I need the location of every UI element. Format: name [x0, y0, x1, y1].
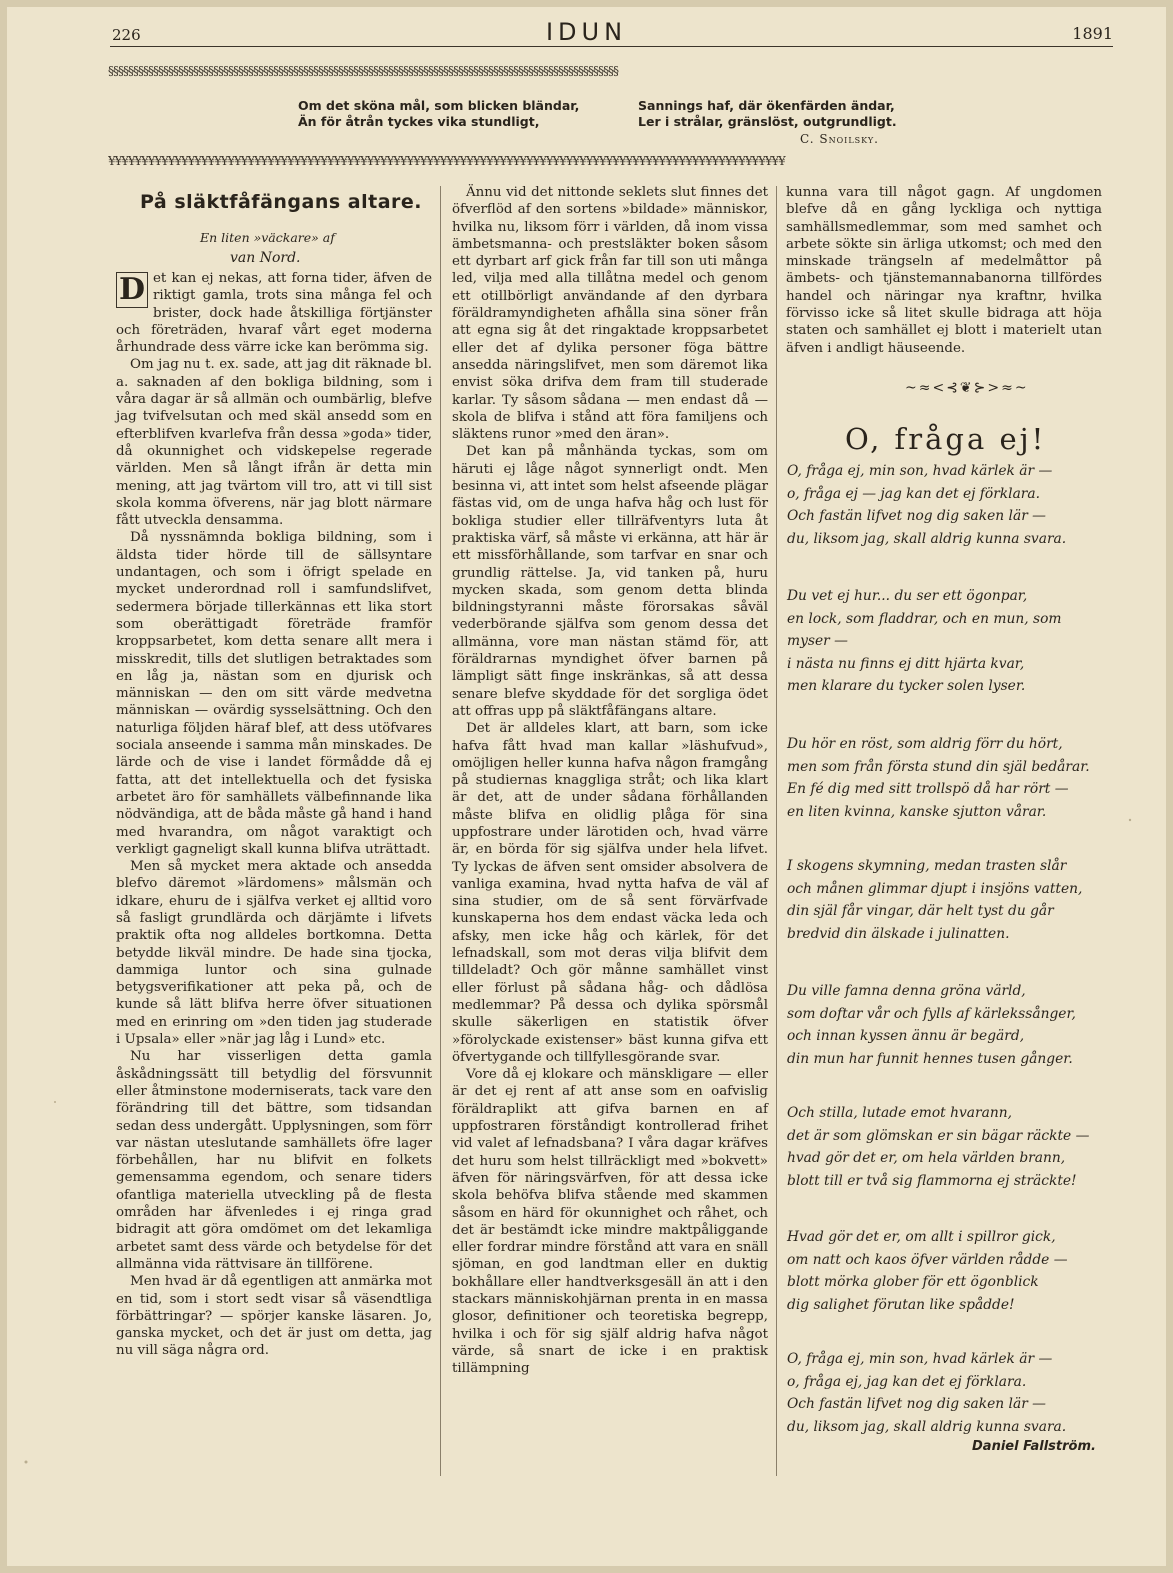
poem-line: en lock, som fladdrar, och en mun, som myser —: [787, 610, 1062, 649]
poem-line: men klarare du tycker solen lyser.: [787, 678, 1026, 694]
poem-line: som doftar vår och fylls af kärlekssånger,: [787, 1005, 1076, 1022]
poem-line: i nästa nu finns ej ditt hjärta kvar,: [787, 655, 1025, 672]
poem-stanza: [787, 460, 1107, 550]
poem-title: O, fråga ej!: [845, 422, 1047, 456]
poem-stanza: [787, 733, 1107, 823]
paragraph: Men så mycket mera aktade och ansedda blefvo däremot »lärdomens» målsmän och idkare, ehuru de i själfva verket ej alltid voro så fasligt grundlärda och därjämte i lifvets praktik ofta nog alldeles bortkomna. Detta betydde likväl mindre. De hade sina tjocka, dammiga luntor och sina gulnade betygsverifikationer att peka på, och de kunde så lätt blifva herre öfver situationen med en erinring om »den tiden jag studerade i Upsala» eller »när jag låg i Lund» etc.: [116, 859, 432, 1048]
poem-stanza: [787, 1102, 1107, 1192]
paragraph: Det kan på månhända tyckas, som om häruti ej låge något synnerligt ondt. Men besinna vi, att intet som helst afseende plägar fästas vid, om de unga hafva håg och lust för bokliga studier eller tillräfventyrs luta åt praktiska värf, så måste vi erkänna, att här är ett missförhållande, som tarfvar en snar och grundlig rättelse. Ja, vid tanken på, huru mycken skada, som genom detta blinda bildningstyranni måste förorsakas såväl vederbörande själfva som genom dessa det allmänna, vore man nästan stämd för, att föräldrarnas myndighet öfver barnen på lämpligt sätt finge inskränkas, så att dessa senare blefve skyddade för det sorgliga ödet att offras upp på släktfåfängans altare.: [452, 444, 768, 719]
masthead: IDUN: [545, 18, 628, 46]
poem-line: dig salighet förutan like spådde!: [787, 1296, 1015, 1313]
article-column-2: [452, 184, 768, 1377]
poem-line: om natt och kaos öfver världen rådde —: [787, 1251, 1068, 1268]
poem-line: o, fråga ej, jag kan det ej förklara.: [787, 1373, 1027, 1390]
ornament-band-middle: ¥¥¥¥¥¥¥¥¥¥¥¥¥¥¥¥¥¥¥¥¥¥¥¥¥¥¥¥¥¥¥¥¥¥¥¥¥¥¥¥¥¥¥¥¥¥¥¥¥¥¥¥¥¥¥¥¥¥¥¥¥¥¥¥¥¥¥¥¥¥¥¥¥¥¥¥¥¥¥¥¥¥¥¥¥¥¥¥¥¥¥¥¥¥¥¥¥¥¥¥¥¥: [108, 154, 785, 168]
paragraph: Det är alldeles klart, att barn, som icke hafva fått hvad man kallar »läshufvud», omöjligen heller kunna hafva någon framgång på studiernas knaggliga stråt; och lika klart är det, att de under sådana förhållanden måste blifva en olidlig plåga för sina uppfostrare under lärotiden och, hvad värre är, en börda för sig själfva under hela lifvet. Ty lyckas de äfven sent omsider absolvera de vanliga examina, hvad nytta hafva de väl af sina studier, om de så sent förvärfvade kunskaperna hos dem endast väcka leda och afsky, men icke håg och kärlek, för det lefnadskall, som mot deras vilja blifvit dem tilldeladt? Och gör månne samhället vinst eller förlust på sådana håg- och dådlösa medlemmar? På dessa och dylika spörsmål skulle säkerligen en statistik öfver »förolyckade existenser» bäst kunna gifva ett öfvertygande och tillfyllesgörande svar.: [452, 721, 768, 1065]
poem-signature: Daniel Fallström.: [972, 1439, 1096, 1454]
page-header: [0, 18, 1173, 44]
poem-line: din mun har funnit hennes tusen gånger.: [787, 1050, 1073, 1067]
column-divider: [440, 186, 441, 1476]
paragraph: Om jag nu t. ex. sade, att jag dit räknade bl. a. saknaden af den bokliga bildning, som i våra dagar är så allmän och oumbärlig, blefve jag tvifvelsutan och med skäl ansedd som en efterblifven kvarlefva från dessa »goda» tider, då okunnighet och vidskepelse regerade världen. Men så långt ifrån är detta min mening, att jag tvärtom vill tro, att vi till sist skola komma öfverens, när jag blott närmare fått utveckla densamma.: [116, 357, 432, 529]
paragraph: kunna vara till något gagn. Af ungdomen blefve då en gång lyckliga och nyttiga samhällsmedlemmar, som med samhet och arbete sökte sin ärliga utkomst; och med den minskade trängseln af medelmåttor på ämbets- och tjänstemannabanorna tillfördes handel och näringar nya kraftnr, hvilka förvisso icke så litet skulle bidraga att höja staten och samhället ej blott i materielt utan äfven i andligt häuseende.: [786, 185, 1102, 356]
flourish-ornament: ~≈<⊰❦⊱>≈~: [905, 380, 1029, 396]
article-column-3: [786, 184, 1102, 357]
poem-line: o, fråga ej — jag kan det ej förklara.: [787, 485, 1041, 502]
column-divider: [776, 186, 777, 1476]
poem-stanza: [787, 1348, 1107, 1438]
drop-cap: D: [116, 272, 148, 308]
poem-line: en liten kvinna, kanske sjutton vårar.: [787, 803, 1047, 820]
article-column-1: [116, 270, 432, 1360]
paragraph: D et kan ej nekas, att forna tider, äfven de riktigt gamla, trots sina många fel och brister, dock hade åtskilliga förtjänster och företräden, hvaraf vårt eget moderna århundrade dess värre icke kan berömma sig.: [116, 271, 432, 356]
poem-line: hvad gör det er, om hela världen brann,: [787, 1150, 1066, 1166]
poem-line: O, fråga ej, min son, hvad kärlek är —: [787, 463, 1053, 479]
poem-stanza: [787, 1226, 1107, 1316]
poem-line: Du vet ej hur... du ser ett ögonpar,: [787, 588, 1028, 604]
poem-line: men som från första stund din själ bedårar.: [787, 758, 1090, 775]
poem-line: Och fastän lifvet nog dig saken lär —: [787, 508, 1046, 524]
poem-line: din själ får vingar, där helt tyst du går: [787, 903, 1054, 919]
epigraph-line: Sannings haf, där ökenfärden ändar,: [638, 98, 895, 113]
header-rule: [110, 46, 1113, 47]
poem-line: bredvid din älskade i julinatten.: [787, 925, 1010, 942]
poem-line: du, liksom jag, skall aldrig kunna svara.: [787, 1418, 1067, 1435]
poem-stanza: [787, 980, 1107, 1070]
poem-line: det är som glömskan er sin bägar räckte —: [787, 1127, 1090, 1144]
poem-line: blott till er två sig flammorna ej sträckte!: [787, 1172, 1077, 1189]
ornament-band-top: §§§§§§§§§§§§§§§§§§§§§§§§§§§§§§§§§§§§§§§§§§§§§§§§§§§§§§§§§§§§§§§§§§§§§§§§§§§§§§§§§§§§§§§§§§§§§§§§§§§§§§: [108, 64, 618, 78]
paragraph: Då nyssnämnda bokliga bildning, som i äldsta tider hörde till de sällsyntare undantagen, och som i öfrigt spelade en mycket underordnad roll i samfundslifvet, sedermera började tillerkännas ett lika stort som oberättigadt företräde framför kroppsarbetet, kom detta senare allt mera i misskredit, tills det slutligen betraktades som en låg ja, nästan som en djurisk och människan — den om sitt värde medvetna människan — ovärdig sysselsättning. Och den naturliga följden häraf blef, att dess utöfvares sociala anseende i samma mån minskades. De lärde och de vise i landet förmådde då ej fatta, att det intellektuella och det fysiska arbetet äro för samhällets välbefinnande lika nödvändiga, att de båda måste gå hand i hand med hvarandra, om något varaktigt och verkligt gagneligt skall kunna blifva uträttadt.: [116, 530, 432, 857]
poem-line: Du hör en röst, som aldrig förr du hört,: [787, 736, 1063, 752]
poem-line: Hvad gör det er, om allt i spillror gick,: [787, 1229, 1056, 1245]
poem-line: Och stilla, lutade emot hvarann,: [787, 1105, 1012, 1121]
paragraph: Ännu vid det nittonde seklets slut finnes det öfverflöd af den sortens »bildade» människor, hvilka nu, liksom förr i världen, då inom vissa ämbetsmanna- och prestsläkter boken såsom ett dyrbart arf gick från far till son uti många led, vilja med alla tillåtna medel och genom ett otillbörligt användande af den dyrbara föräldramyndigheten afhålla sina söner från att egna sig åt det ringaktade kroppsarbetet eller det af dylika personer föga bättre ansedda näringslifvet, men som däremot lika envist söka drifva dem fram till studerade karlar. Ty såsom sådana — men endast då — skola de blifva i stånd att föra familjens och släktens runor »med den äran».: [452, 185, 768, 443]
epigraph-right: [638, 98, 897, 130]
paragraph: Men hvad är då egentligen att anmärka mot en tid, som i stort sedt visar så väsendtliga förbättringar? — spörjer kanske läsaren. Jo, ganska mycket, och det är just om detta, jag nu vill säga några ord.: [116, 1274, 432, 1359]
paragraph: Nu har visserligen detta gamla åskådningssätt till betydlig del försvunnit eller åtminstone moderniserats, tack vare den förändring till det bättre, som tidsandan sedan dess undergått. Upplysningen, som förr var nästan uteslutande samhällets öfre lager förbehållen, har nu blifvit en folkets gemensamma egendom, och senare tiders ofantliga materiella utveckling på de flesta områden har äfvenledes i ej ringa grad bidragit att göra omdömet om det lekamliga arbetet samt dess värde och betydelse för det allmänna vida rättvisare än tillförene.: [116, 1049, 432, 1272]
page-number: 226: [112, 26, 141, 44]
year: 1891: [1072, 24, 1113, 43]
poem-line: I skogens skymning, medan trasten slår: [787, 858, 1067, 874]
poem-line: En fé dig med sitt trollspö då har rört —: [787, 781, 1069, 797]
epigraph-line: Ler i strålar, gränslöst, outgrundligt.: [638, 114, 897, 129]
article-author: van Nord.: [230, 250, 301, 266]
poem-line: Du ville famna denna gröna värld,: [787, 983, 1026, 999]
poem-stanza: [787, 855, 1107, 945]
epigraph-line: Om det sköna mål, som blicken bländar,: [298, 98, 580, 113]
epigraph-signature: C. Snoilsky.: [800, 132, 879, 146]
poem-line: Och fastän lifvet nog dig saken lär —: [787, 1396, 1046, 1412]
epigraph-line: Än för åtrån tyckes vika stundligt,: [298, 114, 540, 129]
poem-line: och månen glimmar djupt i insjöns vatten,: [787, 880, 1083, 897]
poem-line: och innan kyssen ännu är begärd,: [787, 1028, 1025, 1044]
article-subtitle: En liten »väckare» af: [200, 230, 335, 245]
poem-line: O, fråga ej, min son, hvad kärlek är —: [787, 1351, 1053, 1367]
paragraph: Vore då ej klokare och mänskligare — eller är det ej rent af att anse som en oafvislig föräldraplikt att gifva barnen en af uppfostraren förståndigt kontrollerad frihet vid valet af lefnadsbana? I våra dagar kräfves det huru som helst tillräckligt med »bokvett» äfven för näringsvärfven, för att dessa icke skola behöfva blifva stående med skammen såsom en härd för okunnighet och råhet, och det är bestämdt icke mindre maktpåliggande eller fordrar mindre förstånd att vara en snäll sjöman, en god landtman eller en duktig bokhållare eller handtverksgesäll än att i den stackars människohjärnan prenta in en massa glosor, definitioner och teoretiska begrepp, hvilka i och för sig själf aldrig hafva något värde, så snart de icke i en praktisk tillämpning: [452, 1067, 768, 1377]
poem-line: du, liksom jag, skall aldrig kunna svara.: [787, 530, 1067, 547]
poem-stanza: [787, 585, 1107, 698]
epigraph-left: [298, 98, 579, 130]
article-title: På släktfåfängans altare.: [140, 191, 422, 213]
poem-line: blott mörka glober för ett ögonblick: [787, 1274, 1039, 1290]
